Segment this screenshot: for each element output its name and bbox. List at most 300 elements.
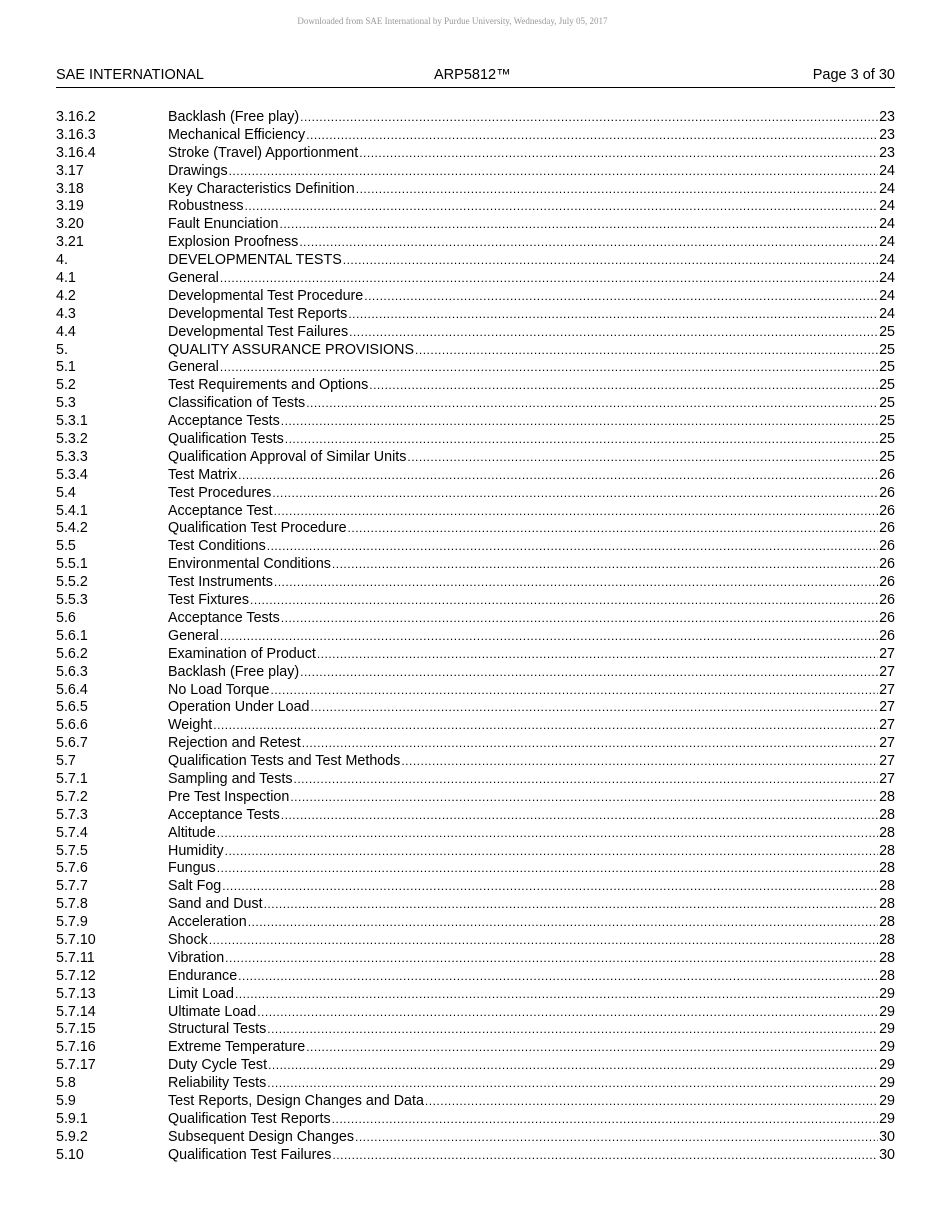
toc-dot-leader [217, 860, 878, 878]
toc-dot-leader [332, 1111, 878, 1129]
toc-entry[interactable] [56, 1004, 895, 1022]
toc-entry[interactable] [56, 896, 895, 914]
toc-section-title: Robustness [168, 198, 244, 215]
toc-dot-leader [285, 431, 878, 449]
toc-section-number: 5.6.7 [56, 735, 88, 752]
toc-entry[interactable] [56, 986, 895, 1004]
toc-dot-leader [401, 753, 878, 771]
toc-entry[interactable] [56, 950, 895, 968]
toc-dot-leader [306, 1039, 878, 1057]
toc-section-title: Operation Under Load [168, 699, 310, 716]
toc-page-number: 25 [879, 413, 895, 430]
toc-dot-leader [281, 807, 878, 825]
toc-entry-line [168, 628, 895, 646]
toc-entry[interactable] [56, 109, 895, 127]
toc-dot-leader [267, 1021, 878, 1039]
toc-page-number: 27 [879, 663, 895, 680]
toc-entry[interactable] [56, 503, 895, 521]
toc-section-number: 5.3.4 [56, 466, 88, 483]
toc-section-number: 3.18 [56, 180, 84, 197]
toc-section-title: Classification of Tests [168, 395, 306, 412]
toc-page-number: 24 [879, 270, 895, 287]
toc-section-title: Acceptance Test [168, 502, 273, 519]
toc-section-number: 5.7.15 [56, 1021, 96, 1038]
toc-dot-leader [332, 1147, 878, 1165]
toc-dot-leader [245, 198, 879, 216]
toc-dot-leader [229, 163, 879, 181]
toc-section-number: 5.5.3 [56, 592, 88, 609]
toc-entry-line [168, 1111, 895, 1129]
toc-section-number: 4.3 [56, 305, 76, 322]
toc-section-title: Duty Cycle Test [168, 1057, 268, 1074]
toc-page-number: 30 [879, 1146, 895, 1163]
toc-page-number: 24 [879, 162, 895, 179]
toc-dot-leader [220, 270, 878, 288]
toc-entry[interactable] [56, 234, 895, 252]
toc-section-number: 5.7.12 [56, 967, 96, 984]
toc-entry-line [168, 395, 895, 413]
toc-section-title: Acceleration [168, 914, 247, 931]
toc-section-title: Sand and Dust [168, 896, 263, 913]
toc-dot-leader [267, 538, 878, 556]
toc-section-number: 5.7.13 [56, 985, 96, 1002]
toc-section-title: Sampling and Tests [168, 770, 293, 787]
toc-entry[interactable] [56, 1147, 895, 1165]
toc-page-number: 29 [879, 985, 895, 1002]
toc-entry[interactable] [56, 467, 895, 485]
toc-section-title: QUALITY ASSURANCE PROVISIONS [168, 341, 415, 358]
toc-entry[interactable] [56, 932, 895, 950]
toc-section-number: 5.3.2 [56, 431, 88, 448]
toc-dot-leader [274, 503, 878, 521]
toc-entry[interactable] [56, 485, 895, 503]
toc-entry-line [168, 467, 895, 485]
toc-section-number: 3.16.2 [56, 109, 96, 125]
toc-entry[interactable] [56, 181, 895, 199]
toc-section-title: Qualification Approval of Similar Units [168, 448, 407, 465]
toc-page-number: 24 [879, 198, 895, 215]
toc-section-title: Fungus [168, 860, 216, 877]
toc-section-number: 5.2 [56, 377, 76, 394]
toc-entry[interactable] [56, 1039, 895, 1057]
toc-page-number: 29 [879, 1021, 895, 1038]
toc-entry-line [168, 538, 895, 556]
toc-entry-line [168, 288, 895, 306]
toc-dot-leader [222, 878, 878, 896]
toc-page-number: 26 [879, 574, 895, 591]
toc-dot-leader [248, 914, 878, 932]
toc-entry[interactable] [56, 682, 895, 700]
toc-dot-leader [317, 646, 878, 664]
toc-entry[interactable] [56, 252, 895, 270]
toc-entry[interactable] [56, 843, 895, 861]
toc-section-title: Pre Test Inspection [168, 788, 290, 805]
toc-dot-leader [281, 413, 878, 431]
toc-dot-leader [302, 735, 878, 753]
toc-section-number: 5.4.2 [56, 520, 88, 537]
toc-section-number: 3.17 [56, 162, 84, 179]
toc-section-number: 5.6.6 [56, 717, 88, 734]
toc-section-number: 5.6.2 [56, 645, 88, 662]
toc-section-number: 5.7.4 [56, 824, 88, 841]
toc-page-number: 28 [879, 949, 895, 966]
toc-section-title: Backlash (Free play) [168, 109, 300, 125]
toc-entry[interactable] [56, 413, 895, 431]
toc-section-number: 4.2 [56, 287, 76, 304]
toc-page-number: 29 [879, 1110, 895, 1127]
toc-entry-line [168, 825, 895, 843]
toc-entry[interactable] [56, 1111, 895, 1129]
toc-section-number: 5.4 [56, 484, 76, 501]
publisher-name: SAE INTERNATIONAL [56, 67, 204, 83]
toc-entry-line [168, 520, 895, 538]
toc-section-title: Examination of Product [168, 645, 316, 662]
toc-entry-line [168, 449, 895, 467]
toc-entry[interactable] [56, 1021, 895, 1039]
toc-dot-leader [225, 950, 878, 968]
toc-dot-leader [257, 1004, 878, 1022]
toc-section-title: General [168, 627, 219, 644]
toc-entry-line [168, 682, 895, 700]
toc-entry-line [168, 181, 895, 199]
toc-dot-leader [348, 306, 878, 324]
toc-entry[interactable] [56, 878, 895, 896]
toc-section-number: 5.7.5 [56, 842, 88, 859]
toc-entry-line [168, 771, 895, 789]
toc-entry[interactable] [56, 216, 895, 234]
toc-section-number: 5.10 [56, 1146, 84, 1163]
toc-section-title: Mechanical Efficiency [168, 126, 306, 143]
toc-section-title: Reliability Tests [168, 1075, 267, 1092]
toc-section-number: 5.3.3 [56, 448, 88, 465]
toc-section-number: 5.5.2 [56, 574, 88, 591]
toc-entry-line [168, 789, 895, 807]
toc-section-title: Test Reports, Design Changes and Data [168, 1092, 424, 1109]
toc-page-number: 26 [879, 556, 895, 573]
toc-entry-line [168, 503, 895, 521]
toc-section-title: Acceptance Tests [168, 609, 280, 626]
toc-entry-line [168, 234, 895, 252]
toc-section-title: Rejection and Retest [168, 735, 301, 752]
toc-page-number: 25 [879, 359, 895, 376]
toc-entry-line [168, 1021, 895, 1039]
toc-dot-leader [407, 449, 878, 467]
toc-dot-leader [238, 467, 878, 485]
toc-section-title: Structural Tests [168, 1021, 267, 1038]
toc-dot-leader [300, 664, 878, 682]
toc-page-number: 25 [879, 341, 895, 358]
toc-section-title: Qualification Tests and Test Methods [168, 753, 401, 770]
toc-dot-leader [274, 574, 878, 592]
toc-section-title: Weight [168, 717, 213, 734]
toc-section-number: 5.5 [56, 538, 76, 555]
toc-page-number: 24 [879, 216, 895, 233]
toc-dot-leader [279, 216, 878, 234]
toc-page-number: 28 [879, 967, 895, 984]
toc-dot-leader [281, 610, 878, 628]
toc-section-number: 5.6.1 [56, 627, 88, 644]
toc-entry[interactable] [56, 359, 895, 377]
toc-page-number: 28 [879, 842, 895, 859]
toc-entry-line [168, 574, 895, 592]
toc-entry[interactable] [56, 395, 895, 413]
toc-dot-leader [270, 682, 878, 700]
toc-page-number: 26 [879, 502, 895, 519]
toc-entry-line [168, 860, 895, 878]
toc-section-title: Test Instruments [168, 574, 273, 591]
toc-page-number: 25 [879, 323, 895, 340]
toc-entry-line [168, 878, 895, 896]
toc-section-title: Humidity [168, 842, 224, 859]
toc-entry[interactable] [56, 163, 895, 181]
toc-entry-line [168, 485, 895, 503]
toc-section-number: 5.7.3 [56, 806, 88, 823]
toc-page-number: 25 [879, 431, 895, 448]
toc-section-title: Test Matrix [168, 466, 238, 483]
toc-section-number: 3.16.3 [56, 126, 96, 143]
toc-section-number: 5.7.11 [56, 949, 95, 966]
toc-entry[interactable] [56, 1093, 895, 1111]
toc-entry-line [168, 342, 895, 360]
toc-entry[interactable] [56, 1129, 895, 1147]
toc-entry-line [168, 556, 895, 574]
toc-section-title: Developmental Test Procedure [168, 287, 364, 304]
toc-page-number: 28 [879, 824, 895, 841]
toc-dot-leader [250, 592, 878, 610]
toc-entry[interactable] [56, 198, 895, 216]
toc-entry[interactable] [56, 753, 895, 771]
table-of-contents [56, 109, 895, 1165]
toc-section-title: No Load Torque [168, 681, 270, 698]
toc-page-number: 24 [879, 234, 895, 251]
toc-entry-line [168, 753, 895, 771]
toc-dot-leader [220, 359, 878, 377]
toc-entry-line [168, 1093, 895, 1111]
toc-entry[interactable] [56, 556, 895, 574]
toc-entry-line [168, 252, 895, 270]
toc-entry[interactable] [56, 807, 895, 825]
toc-section-title: Limit Load [168, 985, 234, 1002]
toc-page-number: 27 [879, 770, 895, 787]
toc-entry[interactable] [56, 520, 895, 538]
toc-page-number: 24 [879, 180, 895, 197]
toc-section-title: Endurance [168, 967, 238, 984]
toc-entry-line [168, 807, 895, 825]
toc-dot-leader [238, 968, 878, 986]
toc-section-number: 5.5.1 [56, 556, 88, 573]
toc-entry-line [168, 592, 895, 610]
toc-entry[interactable] [56, 968, 895, 986]
toc-dot-leader [425, 1093, 878, 1111]
toc-entry[interactable] [56, 538, 895, 556]
toc-section-title: Ultimate Load [168, 1003, 257, 1020]
toc-section-number: 5.4.1 [56, 502, 88, 519]
toc-entry-line [168, 1075, 895, 1093]
toc-entry[interactable] [56, 324, 895, 342]
toc-page-number: 29 [879, 1092, 895, 1109]
toc-entry[interactable] [56, 914, 895, 932]
toc-page-number: 27 [879, 735, 895, 752]
toc-entry-line [168, 986, 895, 1004]
toc-entry-line [168, 896, 895, 914]
toc-entry[interactable] [56, 145, 895, 163]
toc-section-title: Shock [168, 931, 208, 948]
toc-page-number: 26 [879, 520, 895, 537]
toc-page-number: 28 [879, 806, 895, 823]
toc-section-title: Qualification Tests [168, 431, 284, 448]
toc-entry-line [168, 717, 895, 735]
page-header [56, 67, 895, 88]
toc-entry[interactable] [56, 288, 895, 306]
toc-entry-line [168, 306, 895, 324]
toc-dot-leader [220, 628, 878, 646]
toc-entry[interactable] [56, 735, 895, 753]
toc-page-number: 28 [879, 896, 895, 913]
toc-section-title: Subsequent Design Changes [168, 1128, 354, 1145]
toc-entry-line [168, 431, 895, 449]
toc-section-number: 5.7.7 [56, 878, 88, 895]
toc-entry-line [168, 950, 895, 968]
toc-dot-leader [348, 520, 879, 538]
toc-entry[interactable] [56, 449, 895, 467]
toc-entry-line [168, 735, 895, 753]
toc-section-title: General [168, 270, 219, 287]
toc-section-number: 5.7.16 [56, 1039, 96, 1056]
toc-dot-leader [306, 127, 878, 145]
toc-dot-leader [415, 342, 878, 360]
toc-page-number: 25 [879, 395, 895, 412]
toc-page-number: 26 [879, 466, 895, 483]
toc-entry[interactable] [56, 592, 895, 610]
toc-entry-line [168, 968, 895, 986]
toc-dot-leader [299, 234, 878, 252]
toc-section-title: Backlash (Free play) [168, 663, 300, 680]
toc-page-number: 28 [879, 914, 895, 931]
toc-dot-leader [356, 181, 878, 199]
toc-section-number: 3.20 [56, 216, 84, 233]
download-watermark: Downloaded from SAE International by Purdue University, Wednesday, July 05, 2017 [297, 16, 608, 26]
toc-entry[interactable] [56, 1057, 895, 1075]
toc-dot-leader [209, 932, 878, 950]
toc-entry[interactable] [56, 860, 895, 878]
toc-page-number: 26 [879, 538, 895, 555]
toc-dot-leader [359, 145, 878, 163]
toc-entry-line [168, 198, 895, 216]
toc-dot-leader [300, 109, 878, 127]
toc-entry[interactable] [56, 664, 895, 682]
toc-section-title: Extreme Temperature [168, 1039, 306, 1056]
toc-dot-leader [267, 1075, 878, 1093]
toc-dot-leader [294, 771, 879, 789]
toc-dot-leader [264, 896, 879, 914]
toc-section-number: 5.1 [56, 359, 76, 376]
toc-entry-line [168, 163, 895, 181]
toc-entry-line [168, 145, 895, 163]
toc-entry[interactable] [56, 127, 895, 145]
toc-entry[interactable] [56, 574, 895, 592]
toc-dot-leader [343, 252, 878, 270]
toc-entry[interactable] [56, 342, 895, 360]
toc-entry-line [168, 1129, 895, 1147]
toc-section-number: 5.7.10 [56, 931, 96, 948]
toc-section-title: Stroke (Travel) Apportionment [168, 144, 359, 161]
toc-entry[interactable] [56, 628, 895, 646]
toc-page-number: 27 [879, 681, 895, 698]
toc-page-number: 23 [879, 109, 895, 125]
toc-entry-line [168, 914, 895, 932]
toc-section-number: 5.6.4 [56, 681, 88, 698]
toc-dot-leader [310, 699, 878, 717]
toc-entry-line [168, 843, 895, 861]
toc-entry[interactable] [56, 610, 895, 628]
toc-section-title: Qualification Test Reports [168, 1110, 331, 1127]
toc-entry-line [168, 610, 895, 628]
toc-entry[interactable] [56, 377, 895, 395]
toc-section-number: 3.19 [56, 198, 84, 215]
toc-section-number: 4. [56, 252, 68, 269]
toc-entry[interactable] [56, 431, 895, 449]
toc-section-number: 5.9 [56, 1092, 76, 1109]
toc-entry[interactable] [56, 699, 895, 717]
toc-entry-line [168, 1057, 895, 1075]
toc-dot-leader [369, 377, 878, 395]
toc-entry-line [168, 377, 895, 395]
toc-section-number: 5.6.5 [56, 699, 88, 716]
toc-entry-line [168, 1147, 895, 1165]
toc-section-number: 5. [56, 341, 68, 358]
toc-page-number: 28 [879, 788, 895, 805]
toc-section-number: 4.4 [56, 323, 76, 340]
toc-section-title: Salt Fog [168, 878, 222, 895]
toc-section-number: 5.7.6 [56, 860, 88, 877]
document-number: ARP5812™ [434, 67, 511, 83]
toc-entry[interactable] [56, 717, 895, 735]
toc-dot-leader [306, 395, 878, 413]
toc-section-title: Acceptance Tests [168, 806, 280, 823]
toc-page-number: 27 [879, 753, 895, 770]
toc-section-number: 5.9.2 [56, 1128, 88, 1145]
toc-page-number: 27 [879, 717, 895, 734]
toc-entry[interactable] [56, 771, 895, 789]
toc-section-number: 5.6.3 [56, 663, 88, 680]
toc-section-title: Developmental Test Reports [168, 305, 348, 322]
toc-section-title: Vibration [168, 949, 225, 966]
toc-page-number: 24 [879, 305, 895, 322]
toc-entry-line [168, 932, 895, 950]
toc-section-number: 5.7.8 [56, 896, 88, 913]
toc-dot-leader [290, 789, 878, 807]
toc-section-number: 3.21 [56, 234, 84, 251]
toc-entry[interactable] [56, 306, 895, 324]
toc-entry-line [168, 413, 895, 431]
toc-page-number: 24 [879, 252, 895, 269]
toc-page-number: 26 [879, 627, 895, 644]
toc-entry[interactable] [56, 270, 895, 288]
toc-section-title: Test Procedures [168, 484, 272, 501]
toc-page-number: 30 [879, 1128, 895, 1145]
toc-entry[interactable] [56, 1075, 895, 1093]
toc-entry[interactable] [56, 789, 895, 807]
toc-section-number: 5.8 [56, 1075, 76, 1092]
toc-page-number: 27 [879, 699, 895, 716]
toc-entry-line [168, 646, 895, 664]
toc-section-number: 5.3 [56, 395, 76, 412]
toc-page-number: 25 [879, 448, 895, 465]
toc-entry[interactable] [56, 825, 895, 843]
toc-page-number: 26 [879, 592, 895, 609]
toc-page-number: 26 [879, 484, 895, 501]
toc-entry[interactable] [56, 646, 895, 664]
